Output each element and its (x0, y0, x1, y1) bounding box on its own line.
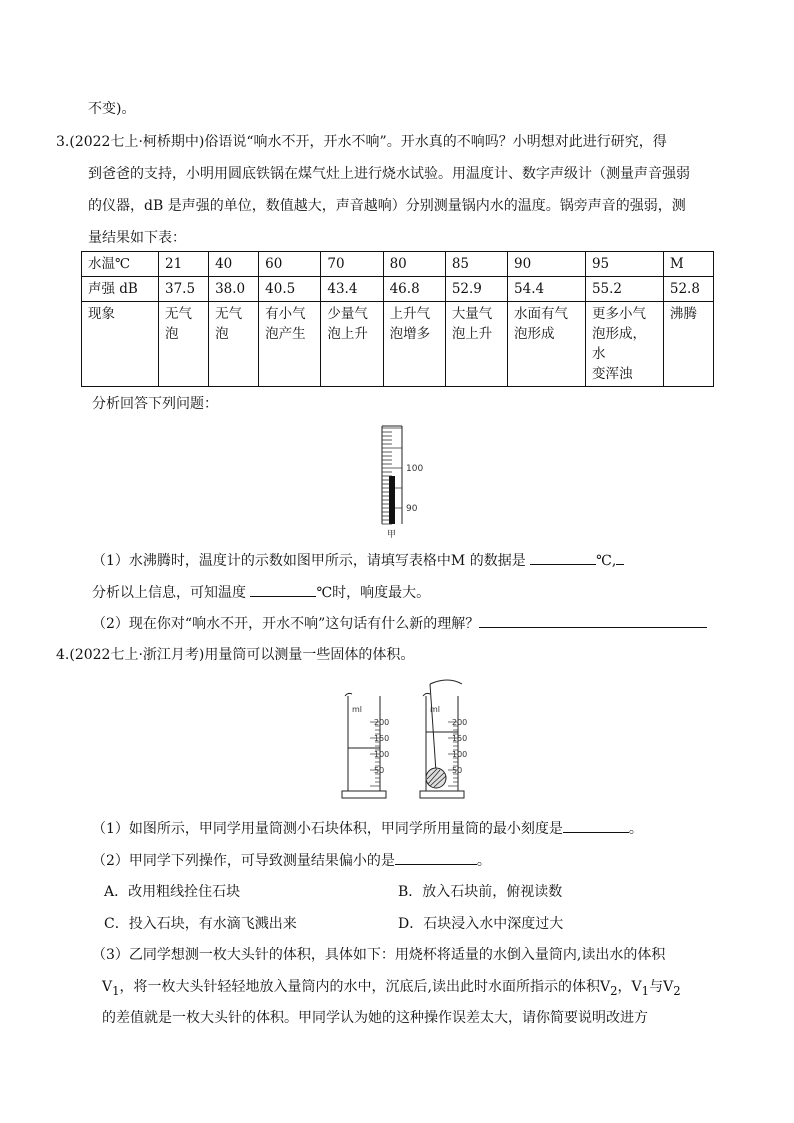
cylinder-left-label-150: 150 (374, 734, 390, 743)
table-cell: 95 (585, 252, 663, 277)
q4-sub-question-3-line-3: 的差值就是一枚大头针的体积。甲同学认为她的这种操作误差太大，请你简要说明改进方 (102, 1010, 648, 1026)
sub-question-1a: （1）水沸腾时，温度计的示数如图甲所示，请填写表格中M 的数据是 ℃, (92, 550, 624, 571)
table-cell: 90 (508, 252, 586, 277)
q4-sub-question-1: （1）如图所示，甲同学用量筒测小石块体积，甲同学所用量筒的最小刻度是 。 (92, 818, 643, 839)
thermometer-caption: 甲 (387, 530, 397, 540)
answer-blank-choice[interactable] (395, 850, 477, 865)
table-cell: 无气 泡 (159, 302, 209, 387)
answer-blank-min-scale[interactable] (563, 818, 629, 833)
question-3-line-2: 到爸爸的支持，小明用圆底铁锅在煤气灶上进行烧水试验。用温度计、数字声级计（测量声音强弱 (88, 166, 690, 182)
thermometer-label-100: 100 (406, 464, 424, 474)
answer-blank-temp[interactable] (250, 582, 316, 597)
row-label: 水温℃ (82, 252, 159, 277)
sub-question-2: （2）现在你对“响水不开，开水不响”这句话有什么新的理解？ (92, 613, 707, 634)
cylinder-unit-right: ml (430, 705, 441, 714)
sub-question-1b: 分析以上信息，可知温度 ℃时，响度最大。 (92, 582, 430, 603)
table-row-sound (82, 277, 714, 302)
table-cell: 43.4 (321, 277, 383, 302)
table-cell: 上升气 泡增多 (383, 302, 445, 387)
table-cell: 46.8 (383, 277, 445, 302)
question-number: 4. (56, 647, 70, 663)
table-row-phenomenon (82, 302, 714, 387)
answer-blank-understanding[interactable] (479, 613, 707, 628)
table-row-temperature (82, 252, 714, 277)
answer-blank-m[interactable] (530, 550, 596, 565)
question-text: 用量筒可以测量一些固体的体积。 (204, 647, 415, 663)
graduated-cylinders-figure (338, 676, 490, 804)
question-3-line-4: 量结果如下表： (88, 230, 186, 246)
table-cell: 无气 泡 (209, 302, 259, 387)
row-label: 现象 (82, 302, 159, 387)
table-cell: 85 (445, 252, 507, 277)
question-4-line-1 (56, 645, 414, 665)
cylinder-left-label-50: 50 (374, 766, 385, 775)
question-source: (2022七上·柯桥期中) (69, 134, 205, 150)
question-text: 俗语说“响水不开，开水不响”。开水真的不响吗？小明想对此进行研究，得 (204, 134, 667, 150)
table-cell: 80 (383, 252, 445, 277)
table-cell: 40.5 (259, 277, 321, 302)
question-3-line-3: 的仪器，dB 是声强的单位，数值越大，声音越响）分别测量锅内水的温度。锅旁声音的强弱，测 (88, 198, 686, 214)
thermometer-label-90: 90 (406, 504, 418, 514)
previous-question-tail: 不变)。 (88, 101, 136, 117)
table-cell: 21 (159, 252, 209, 277)
analysis-prompt: 分析回答下列问题： (92, 396, 218, 412)
cylinder-right-label-50: 50 (452, 766, 463, 775)
cylinder-right-label-200: 200 (452, 718, 468, 727)
answer-blank-tail (616, 550, 624, 565)
table-cell: 38.0 (209, 277, 259, 302)
table-cell: 54.4 (508, 277, 586, 302)
row-label: 声强 dB (82, 277, 159, 302)
option-b[interactable]: B．放入石块前，俯视读数 (398, 884, 563, 900)
table-cell: 60 (259, 252, 321, 277)
table-cell: 大量气 泡上升 (445, 302, 507, 387)
option-d[interactable]: D．石块浸入水中深度过大 (398, 916, 564, 932)
cylinder-right-label-150: 150 (452, 734, 468, 743)
question-number: 3. (56, 134, 70, 150)
thermometer-figure (376, 420, 436, 544)
question-3-line-1 (56, 132, 667, 152)
question-source: (2022七上·浙江月考) (69, 647, 205, 663)
table-cell: 52.9 (445, 277, 507, 302)
table-cell: 水面有气 泡形成 (508, 302, 586, 387)
option-c[interactable]: C．投入石块，有水滴飞溅出来 (104, 916, 297, 932)
q4-sub-question-2: （2）甲同学下列操作，可导致测量结果偏小的是 。 (92, 850, 491, 871)
q4-sub-question-3-line-1: （3）乙同学想测一枚大头针的体积，具体如下：用烧杯将适量的水倒入量筒内,读出水的体积 (92, 947, 666, 963)
data-table (81, 251, 714, 387)
cylinder-left-label-200: 200 (374, 718, 390, 727)
table-cell: 少量气 泡上升 (321, 302, 383, 387)
stone-icon (426, 768, 446, 788)
table-cell: 37.5 (159, 277, 209, 302)
table-cell: 52.8 (663, 277, 713, 302)
table-cell: 有小气 泡产生 (259, 302, 321, 387)
cylinder-left-label-100: 100 (374, 750, 390, 759)
option-a[interactable]: A．改用粗线拴住石块 (104, 884, 241, 900)
q4-sub-question-3-line-2: $V_1$，将一枚大头针轻轻地放入量筒内的水中，沉底后,读出此时水面所指示的体积$V_2$，$V_1$与$V_2$ (102, 979, 681, 998)
cylinder-right-label-100: 100 (452, 750, 468, 759)
table-cell: 70 (321, 252, 383, 277)
cylinder-unit-left: ml (352, 705, 363, 714)
table-cell: M (663, 252, 713, 277)
table-cell: 沸腾 (663, 302, 713, 387)
table-cell: 55.2 (585, 277, 663, 302)
table-cell: 40 (209, 252, 259, 277)
table-cell: 更多小气 泡形成， 水 变浑浊 (585, 302, 663, 387)
